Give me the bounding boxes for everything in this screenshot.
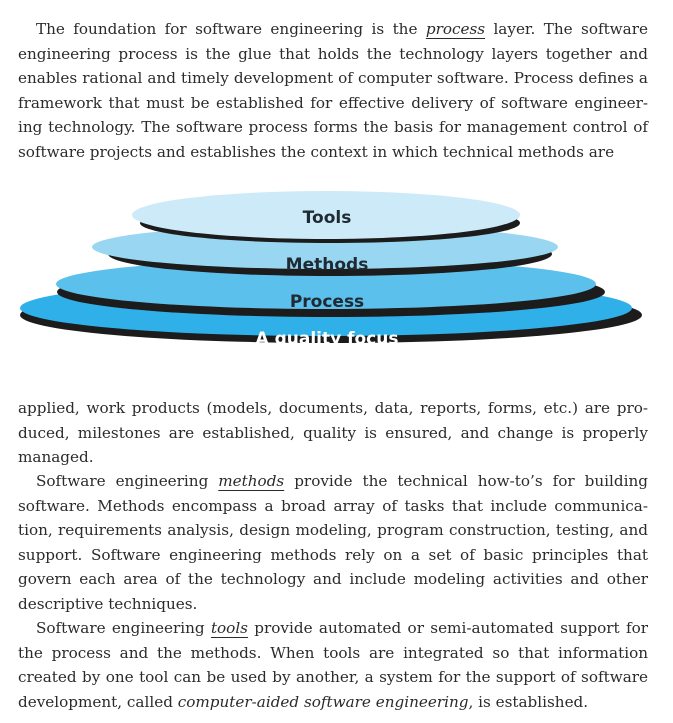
term-tools: tools bbox=[210, 619, 248, 637]
p1-text-before: The foundation for software engineering is the bbox=[36, 20, 426, 38]
tools-layer-label: Tools bbox=[302, 208, 352, 228]
p4-text-middle: provide automated or semi-automated support for the process and the methods. When tools are integrated so that information created by one tool can be used by another, a system for the support of software development, called bbox=[18, 619, 648, 711]
term-case: computer-aided software engineering bbox=[177, 692, 469, 711]
p3-text-before: Software engineering bbox=[36, 472, 219, 490]
paragraph-tools bbox=[18, 616, 648, 714]
p4-text-before: Software engineering bbox=[36, 619, 211, 637]
p3-text-after: provide the technical how-to’s for building software. Methods encompass a broad array of tasks that include communication, requirements analysis, design modeling, program construction, testing, and support. Software engineering methods rely on a set of basic principles that govern each area of the technology and include modeling activities and other descriptive techniques. bbox=[18, 472, 648, 613]
paragraph-process-layer bbox=[18, 17, 648, 165]
software-engineering-layers-diagram bbox=[0, 180, 673, 395]
quality-focus-layer-label: A quality focus bbox=[255, 329, 399, 349]
process-layer-label: Process bbox=[289, 292, 365, 312]
term-process: process bbox=[425, 20, 486, 38]
p2-text: applied, work products (models, documents, data, reports, forms, etc.) are produced, milestones are established, quality is ensured, and change is properly managed. bbox=[18, 399, 648, 467]
methods-layer-label: Methods bbox=[285, 255, 369, 275]
term-methods: methods bbox=[218, 472, 285, 490]
p1-text-after: layer. The software engineering process is the glue that holds the technology layers together and enables rational and timely development of computer software. Process defines a framework that must be established for effective delivery of software engineering technology. The software process forms the basis for management control of software projects and establishes the context in which technical methods are bbox=[18, 20, 648, 161]
paragraph-methods bbox=[18, 469, 648, 617]
paragraph-process-continued bbox=[18, 396, 648, 470]
p4-text-after: , is established. bbox=[468, 692, 589, 711]
